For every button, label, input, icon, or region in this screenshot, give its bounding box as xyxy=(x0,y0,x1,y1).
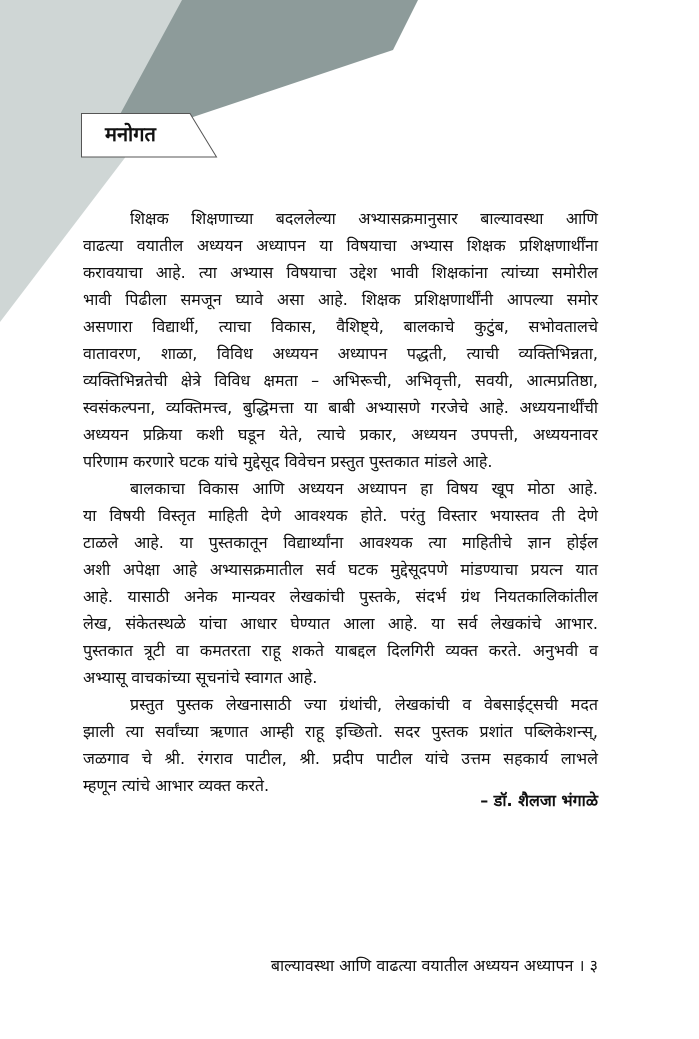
text-line: शिक्षक शिक्षणाच्या बदललेल्या अभ्यासक्रमानुसार बाल्यावस्था आणि xyxy=(130,209,598,228)
text-line: टाळले आहे. या पुस्तकातून विद्यार्थ्यांना आवश्यक त्या माहितीचे ज्ञान होईल xyxy=(83,533,598,552)
paragraph xyxy=(83,691,598,799)
preface-body xyxy=(83,205,598,799)
text-line: झाली त्या सर्वांच्या ऋणात आम्ही राहू इच्छितो. सदर पुस्तक प्रशांत पब्लिकेशन्स्, xyxy=(83,722,598,741)
text-line: स्वसंकल्पना, व्यक्तिमत्त्व, बुद्धिमत्ता या बाबी अभ्यासणे गरजेचे आहे. अध्ययनार्थींची xyxy=(83,398,598,417)
text-line: लेख, संकेतस्थळे यांचा आधार घेण्यात आला आहे. या सर्व लेखकांचे आभार. xyxy=(83,614,598,633)
text-line: व्यक्तिभिन्नतेची क्षेत्रे विविध क्षमता – अभिरूची, अभिवृत्ती, सवयी, आत्मप्रतिष्ठा, xyxy=(83,371,598,390)
text-line: करावयाचा आहे. त्या अभ्यास विषयाचा उद्देश भावी शिक्षकांना त्यांच्या समोरील xyxy=(83,263,598,282)
paragraph xyxy=(83,475,598,691)
text-line: असणारा विद्यार्थी, त्याचा विकास, वैशिष्ट्ये, बालकाचे कुटुंब, सभोवतालचे xyxy=(83,317,598,336)
section-heading-box xyxy=(81,113,217,157)
text-line: आहे. यासाठी अनेक मान्यवर लेखकांची पुस्तके, संदर्भ ग्रंथ नियतकालिकांतील xyxy=(83,587,598,606)
text-line: या विषयी विस्तृत माहिती देणे आवश्यक होते. परंतु विस्तार भयास्तव ती देणे xyxy=(83,506,598,525)
page-title: मनोगत xyxy=(105,122,156,146)
text-line: परिणाम करणारे घटक यांचे मुद्देसूद विवेचन प्रस्तुत पुस्तकात मांडले आहे. xyxy=(83,452,493,471)
text-line: वाढत्या वयातील अध्ययन अध्यापन या विषयाचा अभ्यास शिक्षक प्रशिक्षणार्थींना xyxy=(83,236,598,255)
text-line: भावी पिढीला समजून घ्यावे असा आहे. शिक्षक प्रशिक्षणार्थींनी आपल्या समोर xyxy=(83,290,598,309)
text-line: म्हणून त्यांचे आभार व्यक्त करते. xyxy=(83,776,270,795)
text-line: पुस्तकात त्रूटी वा कमतरता राहू शकते याबद्दल दिलगिरी व्यक्त करते. अनुभवी व xyxy=(83,641,598,660)
text-line: जळगाव चे श्री. रंगराव पाटील, श्री. प्रदीप पाटील यांचे उत्तम सहकार्य लाभले xyxy=(83,749,598,768)
text-line: वातावरण, शाळा, विविध अध्ययन अध्यापन पद्धती, त्याची व्यक्तिभिन्नता, xyxy=(83,344,598,363)
text-line: अभ्यासू वाचकांच्या सूचनांचे स्वागत आहे. xyxy=(83,668,318,687)
text-line: प्रस्तुत पुस्तक लेखनासाठी ज्या ग्रंथांची, लेखकांची व वेबसाईट्सची मदत xyxy=(130,695,598,714)
text-line: अध्ययन प्रक्रिया कशी घडून येते, त्याचे प्रकार, अध्ययन उपपत्ती, अध्ययनावर xyxy=(83,425,598,444)
text-line: अशी अपेक्षा आहे अभ्यासक्रमातील सर्व घटक मुद्देसूदपणे मांडण्याचा प्रयत्न यात xyxy=(83,560,598,579)
author-signature: – डॉ. शैलजा भंगाळे xyxy=(480,791,598,810)
page-footer: बाल्यावस्था आणि वाढत्या वयातील अध्ययन अध्यापन । ३ xyxy=(270,956,598,975)
paragraph xyxy=(83,205,598,475)
text-line: बालकाचा विकास आणि अध्ययन अध्यापन हा विषय खूप मोठा आहे. xyxy=(130,479,598,498)
